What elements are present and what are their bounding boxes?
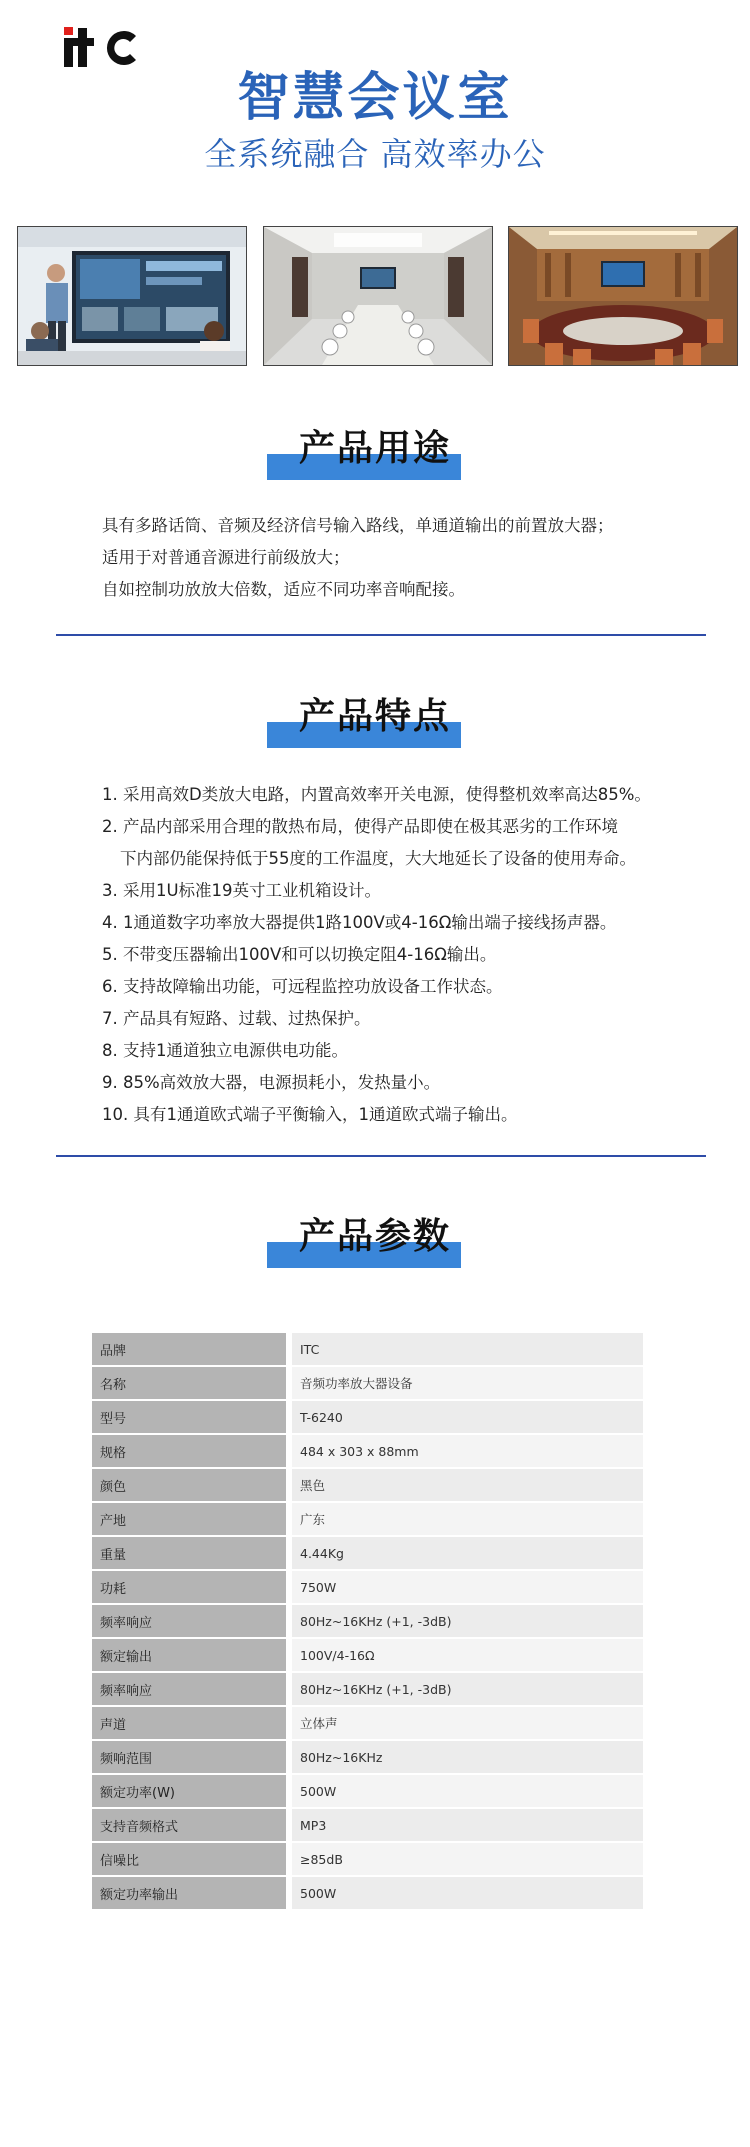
param-value: 广东 [292, 1503, 643, 1535]
param-key: 型号 [92, 1401, 292, 1433]
param-key: 额定输出 [92, 1639, 292, 1671]
feature-item: 1. 采用高效D类放大电路，内置高效率开关电源，使得整机效率高达85%。 [102, 785, 651, 804]
param-key: 功耗 [92, 1571, 292, 1603]
param-key: 支持音频格式 [92, 1809, 292, 1841]
table-row [92, 1537, 643, 1569]
param-key: 产地 [92, 1503, 292, 1535]
param-key: 颜色 [92, 1469, 292, 1501]
param-value: 100V/4-16Ω [292, 1639, 643, 1671]
param-key: 额定功率(W) [92, 1775, 292, 1807]
table-row [92, 1639, 643, 1671]
feature-item: 4. 1通道数字功率放大器提供1路100V或4-16Ω输出端子接线扬声器。 [102, 913, 617, 932]
param-key: 频率响应 [92, 1673, 292, 1705]
table-row [92, 1775, 643, 1807]
param-value: 80Hz~16KHz [292, 1741, 643, 1773]
feature-item: 7. 产品具有短路、过载、过热保护。 [102, 1009, 371, 1028]
section-divider [56, 634, 706, 636]
param-key: 品牌 [92, 1333, 292, 1365]
params-title: 产品参数 [298, 1216, 451, 1257]
param-key: 信噪比 [92, 1843, 292, 1875]
hero-subtitle: 全系统融合 高效率办公 [204, 135, 546, 173]
params-section-title [0, 1212, 750, 1272]
param-value: 立体声 [292, 1707, 643, 1739]
table-row [92, 1333, 643, 1365]
usage-line: 自如控制功放放大倍数，适应不同功率音响配接。 [102, 580, 465, 599]
param-value: 500W [292, 1877, 643, 1909]
feature-item: 2. 产品内部采用合理的散热布局，使得产品即使在极其恶劣的工作环境 [102, 817, 618, 836]
hero-title: 智慧会议室 [237, 68, 513, 128]
param-key: 重量 [92, 1537, 292, 1569]
meeting-room-photo [263, 226, 493, 366]
table-row [92, 1435, 643, 1467]
table-row [92, 1571, 643, 1603]
feature-item: 6. 支持故障输出功能，可远程监控功放设备工作状态。 [102, 977, 503, 996]
param-value: 音频功率放大器设备 [292, 1367, 643, 1399]
param-value: 484 x 303 x 88mm [292, 1435, 643, 1467]
table-row [92, 1741, 643, 1773]
table-row [92, 1707, 643, 1739]
usage-section-title [0, 424, 750, 484]
table-row [92, 1605, 643, 1637]
feature-item: 3. 采用1U标准19英寸工业机箱设计。 [102, 881, 382, 900]
table-row [92, 1673, 643, 1705]
param-value: 750W [292, 1571, 643, 1603]
table-row [92, 1503, 643, 1535]
feature-item: 10. 具有1通道欧式端子平衡输入，1通道欧式端子输出。 [102, 1105, 518, 1124]
conference-hall-photo [508, 226, 738, 366]
presentation-photo [17, 226, 247, 366]
param-value: 4.44Kg [292, 1537, 643, 1569]
usage-title: 产品用途 [298, 428, 451, 469]
param-value: 80Hz~16KHz (+1, -3dB) [292, 1605, 643, 1637]
param-value: 500W [292, 1775, 643, 1807]
table-row [92, 1877, 643, 1909]
itc-logo [64, 22, 144, 72]
feature-item: 8. 支持1通道独立电源供电功能。 [102, 1041, 348, 1060]
param-value: 80Hz~16KHz (+1, -3dB) [292, 1673, 643, 1705]
param-key: 频率响应 [92, 1605, 292, 1637]
param-value: MP3 [292, 1809, 643, 1841]
features-section-title [0, 692, 750, 752]
feature-item-continuation: 下内部仍能保持低于55度的工作温度，大大地延长了设备的使用寿命。 [120, 849, 636, 868]
param-value: ≥85dB [292, 1843, 643, 1875]
feature-item: 9. 85%高效放大器，电源损耗小，发热量小。 [102, 1073, 441, 1092]
param-key: 额定功率输出 [92, 1877, 292, 1909]
usage-description [102, 510, 702, 606]
section-divider [56, 1155, 706, 1157]
params-table [92, 1331, 643, 1911]
usage-line: 适用于对普通音源进行前级放大； [102, 548, 350, 567]
table-row [92, 1469, 643, 1501]
features-title: 产品特点 [298, 696, 451, 737]
table-row [92, 1401, 643, 1433]
features-list [102, 779, 722, 1131]
param-key: 声道 [92, 1707, 292, 1739]
usage-line: 具有多路话筒、音频及经济信号输入路线，单通道输出的前置放大器； [102, 516, 614, 535]
param-key: 名称 [92, 1367, 292, 1399]
table-row [92, 1809, 643, 1841]
feature-item: 5. 不带变压器输出100V和可以切换定阻4-16Ω输出。 [102, 945, 497, 964]
param-value: 黑色 [292, 1469, 643, 1501]
param-value: T-6240 [292, 1401, 643, 1433]
table-row [92, 1843, 643, 1875]
param-key: 规格 [92, 1435, 292, 1467]
table-row [92, 1367, 643, 1399]
param-value: ITC [292, 1333, 643, 1365]
param-key: 频响范围 [92, 1741, 292, 1773]
